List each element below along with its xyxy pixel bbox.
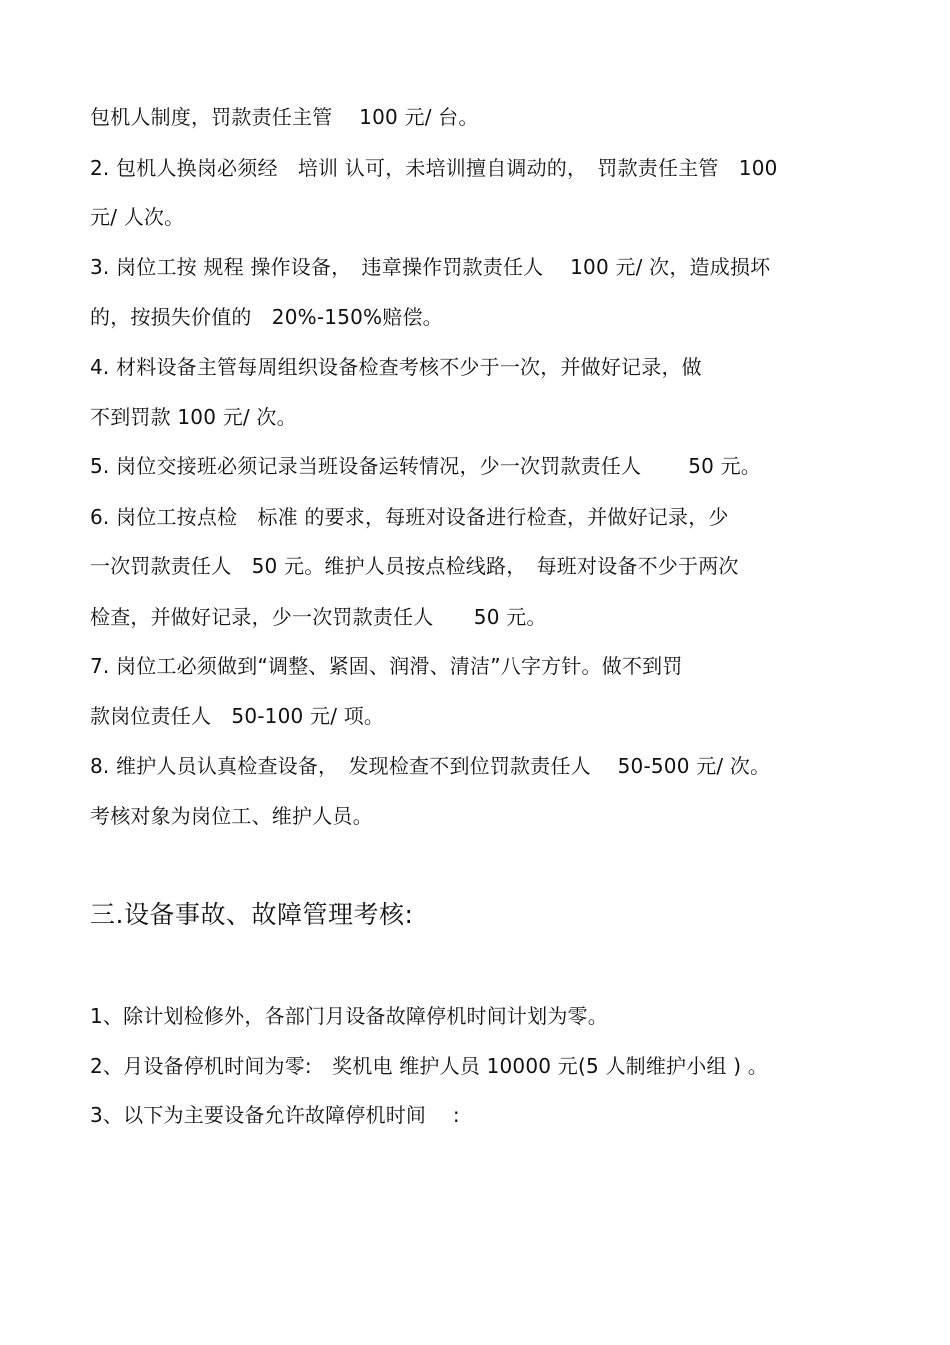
text-line: 3. 岗位工按 规程 操作设备， 违章操作罚款责任人 100 元/ 次，造成损坏	[90, 255, 771, 279]
text-line: 4. 材料设备主管每周组织设备检查考核不少于一次，并做好记录，做	[90, 355, 702, 379]
text-line: 8. 维护人员认真检查设备， 发现检查不到位罚款责任人 50-500 元/ 次。	[90, 754, 771, 778]
section-heading: 三.设备事故、故障管理考核:	[90, 900, 414, 929]
text-line: 1、除计划检修外，各部门月设备故障停机时间计划为零。	[90, 1004, 608, 1028]
text-line: 不到罚款 100 元/ 次。	[90, 405, 297, 429]
text-line: 3、以下为主要设备允许故障停机时间 :	[90, 1103, 460, 1127]
text-line: 款岗位责任人 50-100 元/ 项。	[90, 704, 385, 728]
text-line: 检查，并做好记录，少一次罚款责任人 50 元。	[90, 605, 547, 629]
text-line: 的，按损失价值的 20%-150%赔偿。	[90, 305, 443, 329]
text-line: 考核对象为岗位工、维护人员。	[90, 804, 373, 828]
text-line: 7. 岗位工必须做到“调整、紧固、润滑、清洁”八字方针。做不到罚	[90, 654, 683, 678]
text-line: 包机人制度，罚款责任主管 100 元/ 台。	[90, 105, 479, 129]
text-line: 5. 岗位交接班必须记录当班设备运转情况，少一次罚款责任人 50 元。	[90, 454, 762, 478]
text-line: 元/ 人次。	[90, 205, 185, 229]
text-line: 2、月设备停机时间为零: 奖机电 维护人员 10000 元(5 人制维护小组 ) 。	[90, 1054, 768, 1078]
text-line: 6. 岗位工按点检 标准 的要求，每班对设备进行检查，并做好记录，少	[90, 505, 729, 529]
text-line: 2. 包机人换岗必须经 培训 认可，未培训擅自调动的， 罚款责任主管 100	[90, 156, 778, 180]
text-line: 一次罚款责任人 50 元。维护人员按点检线路， 每班对设备不少于两次	[90, 554, 739, 578]
